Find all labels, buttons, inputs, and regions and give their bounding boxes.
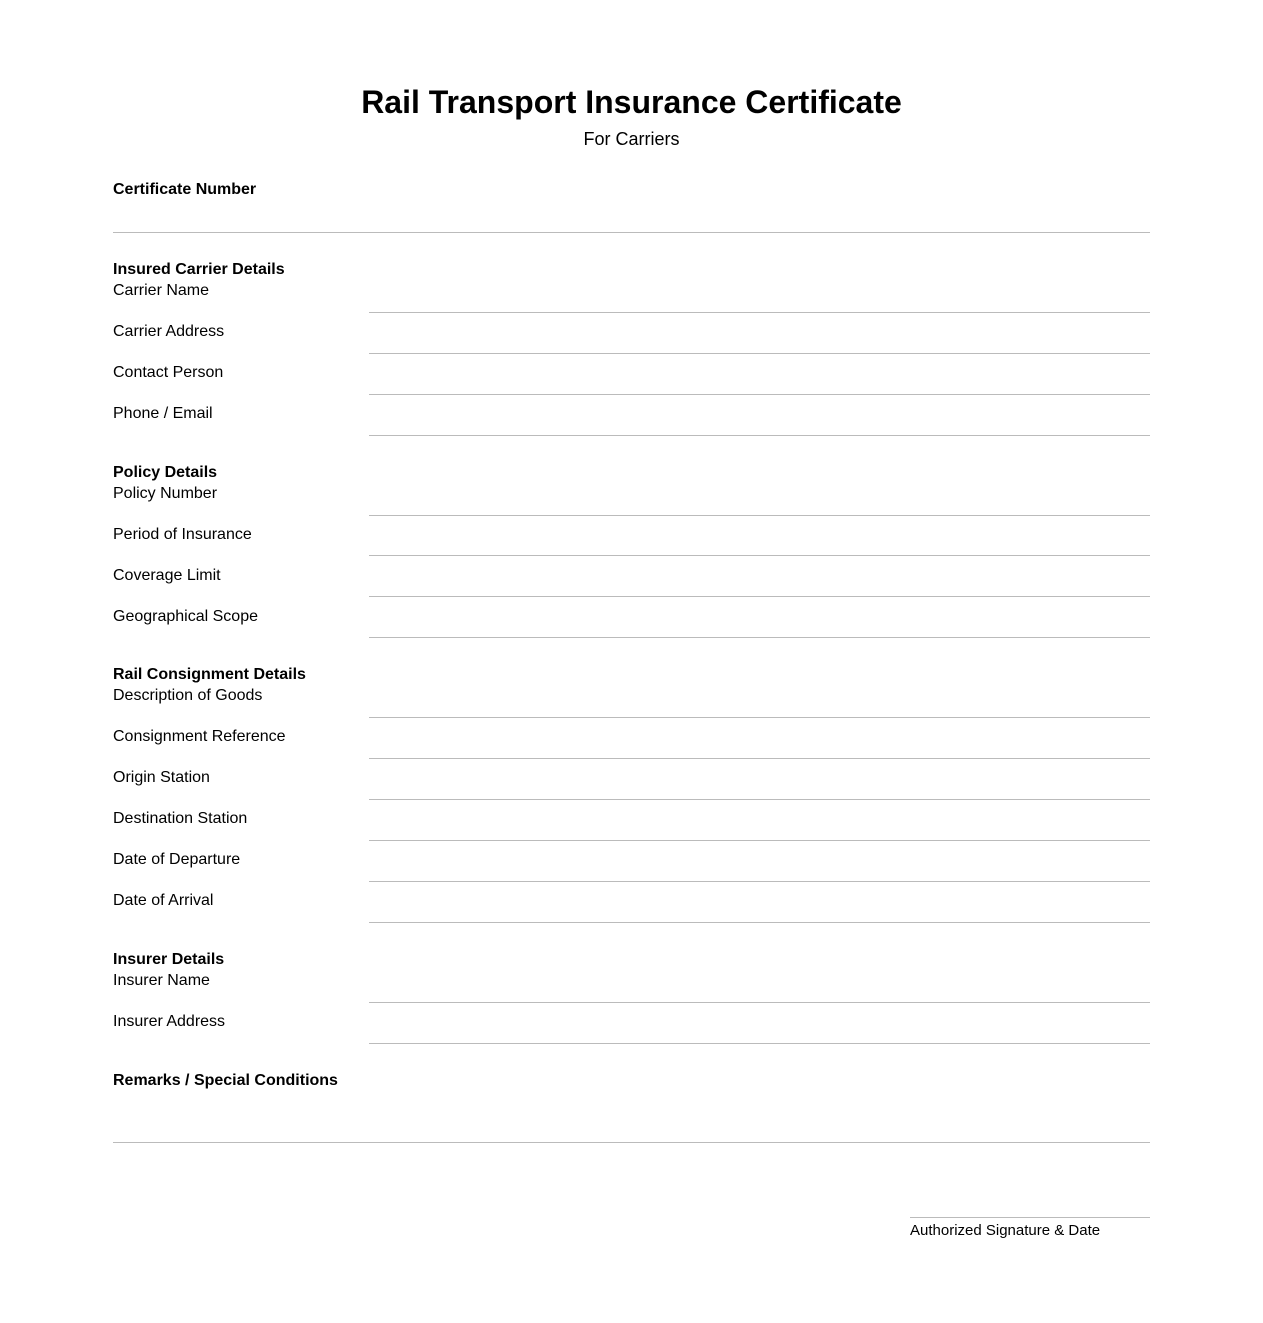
contact-person-field[interactable]: [369, 394, 1150, 395]
description-of-goods-field[interactable]: [369, 717, 1150, 718]
consignment-reference-label: Consignment Reference: [113, 728, 286, 745]
policy-number-label: Policy Number: [113, 485, 218, 502]
date-of-arrival-label: Date of Arrival: [113, 892, 214, 909]
policy-number-field[interactable]: [369, 515, 1150, 516]
insurer-address-label: Insurer Address: [113, 1013, 226, 1030]
certificate-number-field[interactable]: [113, 232, 1150, 233]
insurer-name-field[interactable]: [369, 1002, 1150, 1003]
date-of-departure-label: Date of Departure: [113, 851, 241, 868]
contact-person-label: Contact Person: [113, 364, 224, 381]
period-of-insurance-field[interactable]: [369, 555, 1150, 556]
section-heading-policy: Policy Details: [113, 464, 218, 481]
carrier-address-field[interactable]: [369, 353, 1150, 354]
carrier-name-field[interactable]: [369, 312, 1150, 313]
section-heading-insurer: Insurer Details: [113, 951, 225, 968]
remarks-label: Remarks / Special Conditions: [113, 1072, 338, 1089]
destination-station-field[interactable]: [369, 840, 1150, 841]
date-of-arrival-field[interactable]: [369, 922, 1150, 923]
signature-field[interactable]: [910, 1217, 1150, 1218]
geographical-scope-label: Geographical Scope: [113, 608, 258, 625]
page-subtitle: For Carriers: [583, 129, 680, 149]
section-heading-carrier: Insured Carrier Details: [113, 261, 285, 278]
page-title: Rail Transport Insurance Certificate: [361, 84, 902, 120]
coverage-limit-field[interactable]: [369, 596, 1150, 597]
consignment-reference-field[interactable]: [369, 758, 1150, 759]
section-heading-consignment: Rail Consignment Details: [113, 666, 306, 683]
signature-label: Authorized Signature & Date: [910, 1222, 1101, 1239]
date-of-departure-field[interactable]: [369, 881, 1150, 882]
coverage-limit-label: Coverage Limit: [113, 567, 221, 584]
carrier-address-label: Carrier Address: [113, 323, 225, 340]
remarks-field[interactable]: [113, 1142, 1150, 1143]
phone-email-label: Phone / Email: [113, 405, 213, 422]
certificate-number-label: Certificate Number: [113, 181, 257, 198]
geographical-scope-field[interactable]: [369, 637, 1150, 638]
insurer-name-label: Insurer Name: [113, 972, 210, 989]
period-of-insurance-label: Period of Insurance: [113, 526, 252, 543]
phone-email-field[interactable]: [369, 435, 1150, 436]
insurer-address-field[interactable]: [369, 1043, 1150, 1044]
description-of-goods-label: Description of Goods: [113, 687, 263, 704]
carrier-name-label: Carrier Name: [113, 282, 210, 299]
origin-station-field[interactable]: [369, 799, 1150, 800]
destination-station-label: Destination Station: [113, 810, 248, 827]
origin-station-label: Origin Station: [113, 769, 210, 786]
